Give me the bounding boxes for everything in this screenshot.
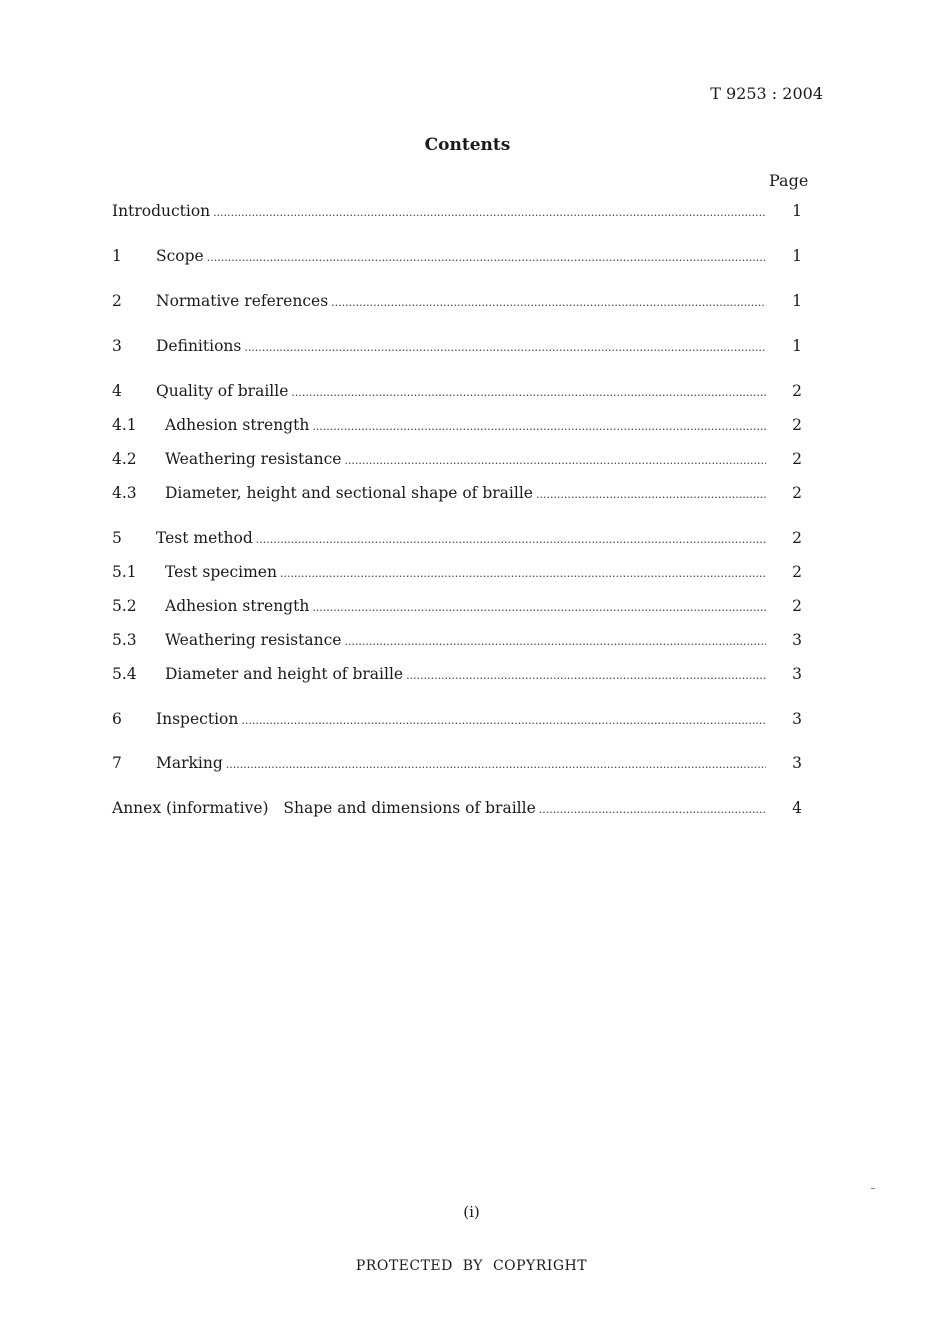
toc-entry-number: 5.3 [112,631,137,649]
dot-leader [241,714,766,727]
copyright-notice: PROTECTED BY COPYRIGHT [355,1258,588,1274]
dot-leader [331,296,766,309]
dot-leader [536,488,766,501]
toc-entry-label: Definitions [156,337,242,355]
toc-entry-label: Adhesion strength [165,416,310,434]
toc-entry-page: 1 [792,337,802,355]
toc-entry-label: Scope [156,247,204,265]
toc-entry-page: 2 [792,597,802,615]
toc-entry-page: 1 [792,247,802,265]
toc-entry-number: 4 [112,382,122,400]
toc-entry[interactable] [112,247,812,269]
toc-entry-label: Annex (informative) Shape and dimensions of braille [112,799,536,817]
toc-entry-page: 3 [792,710,802,728]
toc-entry-number: 6 [112,710,122,728]
page-title: Contents [424,135,511,155]
toc-entry[interactable] [112,484,812,506]
dot-leader [312,601,766,614]
page-column-header: Page [769,171,809,190]
toc-entry-number: 4.2 [112,450,137,468]
toc-entry[interactable] [112,529,812,551]
dot-leader [406,669,766,682]
dot-leader [291,386,766,399]
document-id: T 9253 : 2004 [710,84,823,103]
toc-entry[interactable] [112,202,812,224]
toc-entry-number: 4.3 [112,484,137,502]
toc-entry-page: 2 [792,382,802,400]
dot-leader [256,533,766,546]
toc-entry[interactable] [112,416,812,438]
toc-entry-label: Marking [156,754,223,772]
toc-entry-label: Normative references [156,292,329,310]
toc-entry-page: 4 [792,799,802,817]
toc-entry[interactable] [112,450,812,472]
dot-leader [207,251,766,264]
toc-entry-number: 5.2 [112,597,137,615]
toc-entry-label: Test specimen [165,563,277,581]
toc-entry-page: 1 [792,292,802,310]
dot-leader [344,454,766,467]
toc-entry[interactable] [112,292,812,314]
toc-entry[interactable] [112,563,812,585]
toc-entry-label: Diameter and height of braille [165,665,404,683]
toc-entry-page: 2 [792,416,802,434]
toc-entry-page: 3 [792,631,802,649]
scan-artifact [871,1188,875,1189]
dot-leader [280,567,766,580]
toc-entry-label: Weathering resistance [165,631,342,649]
toc-entry-page: 2 [792,450,802,468]
toc-entry-label: Adhesion strength [165,597,310,615]
dot-leader [312,420,766,433]
dot-leader [539,803,766,816]
toc-entry-number: 1 [112,247,122,265]
toc-entry[interactable] [112,754,812,776]
page-number: (i) [463,1203,480,1221]
dot-leader [344,635,766,648]
toc-entry[interactable] [112,665,812,687]
toc-entry-number: 2 [112,292,122,310]
toc-entry-number: 3 [112,337,122,355]
toc-entry-number: 5.1 [112,563,137,581]
toc-entry-label: Test method [156,529,253,547]
toc-entry-page: 3 [792,754,802,772]
toc-entry[interactable] [112,799,812,821]
toc-entry[interactable] [112,597,812,619]
toc-entry-label: Weathering resistance [165,450,342,468]
toc-entry-label: Inspection [156,710,239,728]
toc-entry-page: 2 [792,563,802,581]
toc-entry[interactable] [112,382,812,404]
toc-entry-page: 3 [792,665,802,683]
toc-entry-label: Introduction [112,202,211,220]
toc-entry-number: 7 [112,754,122,772]
toc-entry-page: 2 [792,484,802,502]
dot-leader [226,758,766,771]
toc-entry[interactable] [112,710,812,732]
toc-entry[interactable] [112,631,812,653]
dot-leader [213,206,766,219]
toc-entry[interactable] [112,337,812,359]
dot-leader [244,341,766,354]
toc-entry-label: Diameter, height and sectional shape of braille [165,484,533,502]
toc-entry-label: Quality of braille [156,382,289,400]
toc-entry-page: 1 [792,202,802,220]
toc-entry-number: 4.1 [112,416,137,434]
toc-entry-number: 5 [112,529,122,547]
toc-entry-page: 2 [792,529,802,547]
toc-entry-number: 5.4 [112,665,137,683]
